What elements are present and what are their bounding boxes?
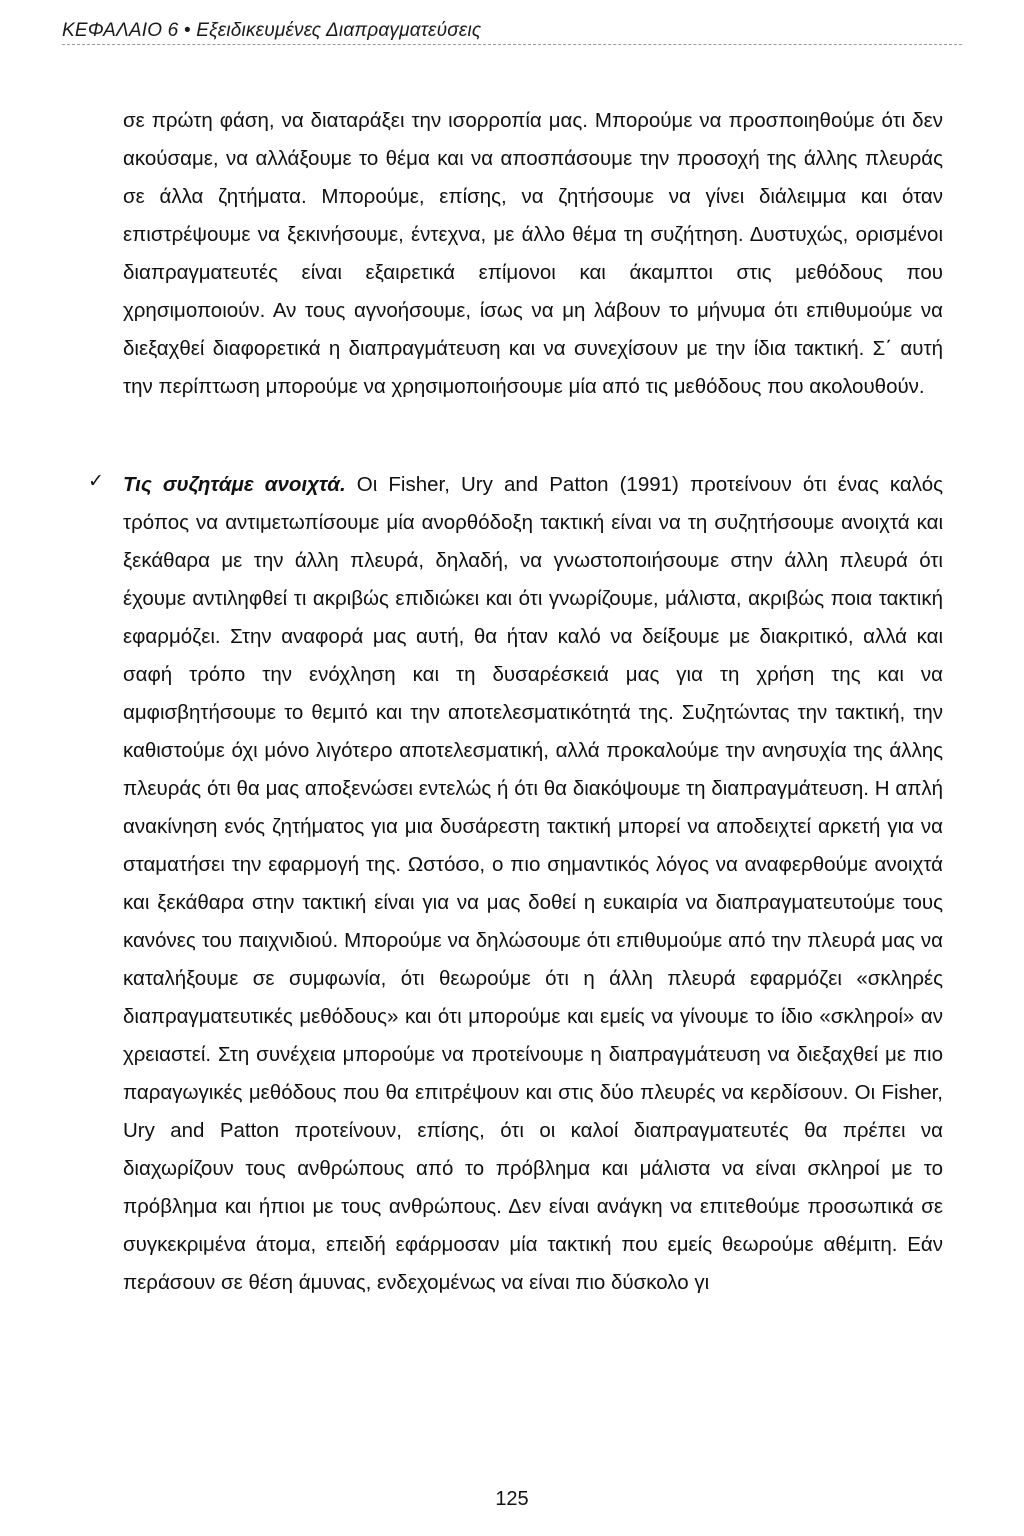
paragraph-2-text: Οι Fisher, Ury and Patton (1991) προτείνουν ότι ένας καλός τρόπος να αντιμετωπίσουμε μία ανορθόδοξη τακτική είναι να τη συζητήσουμε ανοιχτά και ξεκάθαρα με την άλλη πλευρά, δηλαδή, να γνωστοποιήσουμε στην άλλη πλευρά ότι έχουμε αντιληφθεί τι ακριβώς επιδιώκει και ότι γνωρίζουμε, μάλιστα, ακριβώς ποια τακτική εφαρμόζει. Στην αναφορά μας αυτή, θα ήταν καλό να δείξουμε με διακριτικό, αλλά και σαφή τρόπο την ενόχληση και τη δυσαρέσκειά μας για τη χρήση της και να αμφισβητήσουμε το θεμιτό και την αποτελεσματικότητά της. Συζητώντας την τακτική, την καθιστούμε όχι μόνο λιγότερο αποτελεσματική, αλλά προκαλούμε την ανησυχία της άλλης πλευράς ότι θα μας αποξενώσει εντελώς ή ότι θα διακόψουμε τη διαπραγμάτευση. Η απλή ανακίνηση ενός ζητήματος για μια δυσάρεστη τακτική μπορεί να αποδειχτεί αρκετή για να σταματήσει την εφαρμογή της. Ωστόσο, ο πιο σημαντικός λόγος να αναφερθούμε ανοιχτά και ξεκάθαρα στην τακτική είναι για να μας δοθεί η ευκαιρία να διαπραγματευτούμε τους κανόνες του παιχνιδιού. Μπορούμε να δηλώσουμε ότι επιθυμούμε από την πλευρά μας να καταλήξουμε σε συμφωνία, ότι θεωρούμε ότι η άλλη πλευρά εφαρμόζει «σκληρές διαπραγματευτικές μεθόδους» και ότι μπορούμε και εμείς να γίνουμε το ίδιο «σκληροί» αν χρειαστεί. Στη συνέχεια μπορούμε να προτείνουμε η διαπραγμάτευση να διεξαχθεί με πιο παραγωγικές μεθόδους που θα επιτρέψουν και στις δύο πλευρές να κερδίσουν. Οι Fisher, Ury and Patton προτείνουν, επίσης, ότι οι καλοί διαπραγματευτές θα πρέπει να διαχωρίζουν τους ανθρώπους από το πρόβλημα και μάλιστα να είναι σκληροί με το πρόβλημα και ήπιοι με τους ανθρώπους. Δεν είναι ανάγκη να επιτεθούμε προσωπικά σε συγκεκριμένα άτομα, επειδή εφάρμοσαν μία τακτική που εμείς θεωρούμε αθέμιτη. Εάν περάσουν σε θέση άμυνας, ενδεχομένως να είναι πιο δύσκολο γι xyxy=(123,473,943,1294)
checkmark-bullet-icon: ✓ xyxy=(88,471,104,492)
page-number: 125 xyxy=(495,1488,529,1510)
header-divider xyxy=(62,44,962,45)
running-header: ΚΕΦΑΛΑΙΟ 6 • Εξειδικευμένες Διαπραγματεύσεις xyxy=(62,20,482,41)
paragraph-1: σε πρώτη φάση, να διαταράξει την ισορροπία μας. Μπορούμε να προσποιηθούμε ότι δεν ακούσαμε, να αλλάξουμε το θέμα και να αποσπάσουμε την προσοχή της άλλης πλευράς σε άλλα ζητήματα. Μπορούμε, επίσης, να ζητήσουμε να γίνει διάλειμμα και όταν επιστρέψουμε να ξεκινήσουμε, έντεχνα, με άλλο θέμα τη συζήτηση. Δυστυχώς, ορισμένοι διαπραγματευτές είναι εξαιρετικά επίμονοι και άκαμπτοι στις μεθόδους που χρησιμοποιούν. Αν τους αγνοήσουμε, ίσως να μη λάβουν το μήνυμα ότι επιθυμούμε να διεξαχθεί διαφορετικά η διαπραγμάτευση και να συνεχίσουν με την ίδια τακτική. Σ΄ αυτή την περίπτωση μπορούμε να χρησιμοποιήσουμε μία από τις μεθόδους που ακολουθούν. xyxy=(123,109,943,398)
paragraph-2 xyxy=(123,466,943,1302)
bullet-heading: Τις συζητάμε ανοιχτά. xyxy=(123,473,346,496)
